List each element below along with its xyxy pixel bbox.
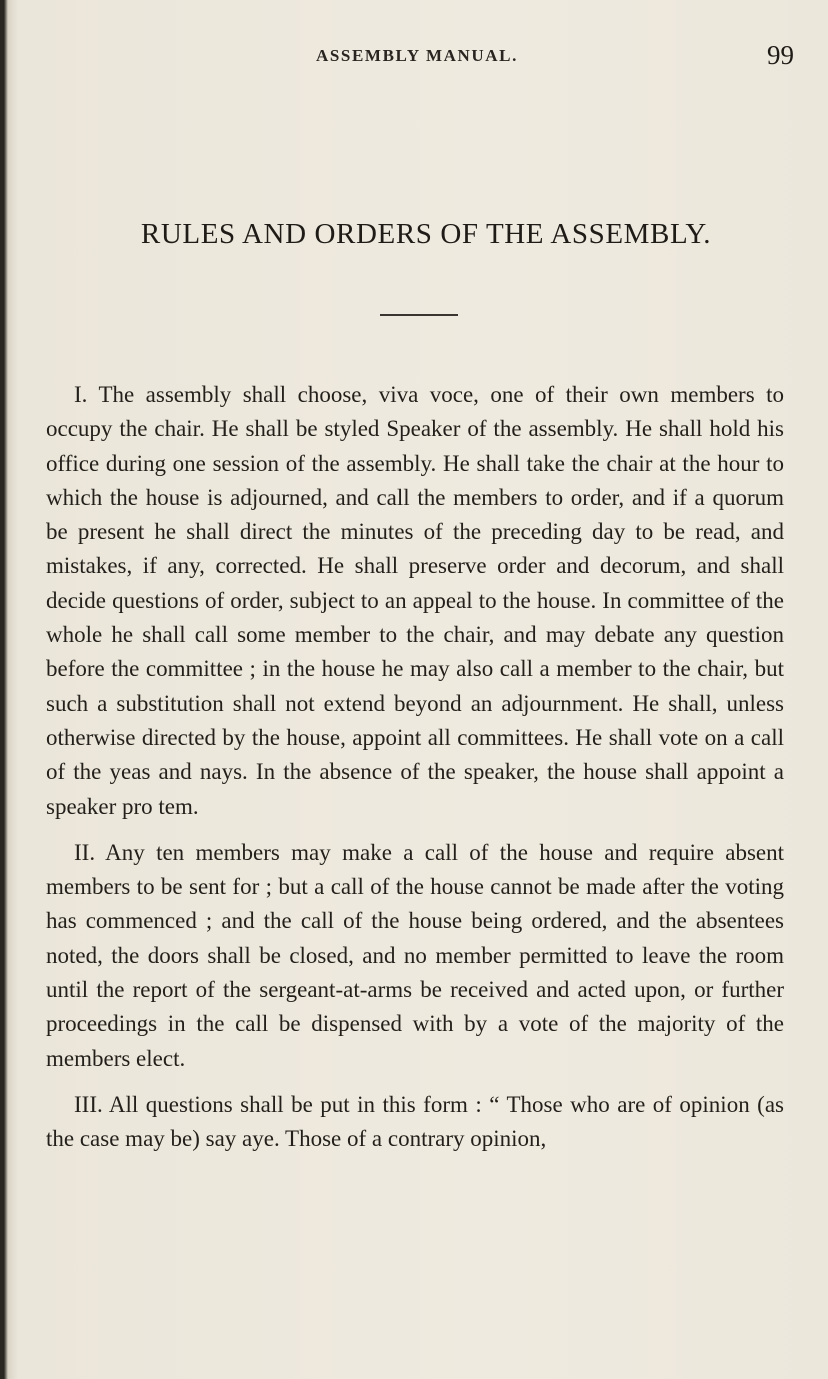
running-head: ASSEMBLY MANUAL. bbox=[316, 46, 518, 65]
page-number: 99 bbox=[767, 40, 794, 70]
rule-paragraph-2: II. Any ten members may make a call of the house and require absent members to be sent for ; but a call of the house cannot be made after the voting has commenced ; and the call of the house being ordered, and the absentees noted, the doors shall be closed, and no member permitted to leave the room until the report of the sergeant-at-arms be received and acted upon, or further proceedings in the call be dispensed with by a vote of the majority of the members elect. bbox=[46, 839, 784, 1071]
rule-paragraph-3: III. All questions shall be put in this form : “ Those who are of opinion (as the case may be) say aye. Those of a contrary opinion, bbox=[46, 1091, 784, 1152]
section-title: RULES AND ORDERS OF THE ASSEMBLY. bbox=[140, 218, 712, 250]
title-divider bbox=[380, 314, 458, 316]
rule-paragraph-1: I. The assembly shall choose, viva voce, one of their own members to occupy the chair. He shall be styled Speaker of the assembly. He shall hold his office during one session of the assembly. He shall take the chair at the hour to which the house is adjourned, and call the members to order, and if a quorum be present he shall direct the minutes of the preceding day to be read, and mistakes, if any, corrected. He shall preserve order and decorum, and shall decide questions of order, subject to an appeal to the house. In committee of the whole he shall call some member to the chair, and may debate any question before the committee ; in the house he may also call a member to the chair, but such a substitution shall not extend beyond an adjournment. He shall, unless otherwise directed by the house, appoint all committees. He shall vote on a call of the yeas and nays. In the absence of the speaker, the house shall appoint a speaker pro tem. bbox=[46, 382, 784, 819]
rules-text bbox=[46, 378, 784, 1169]
